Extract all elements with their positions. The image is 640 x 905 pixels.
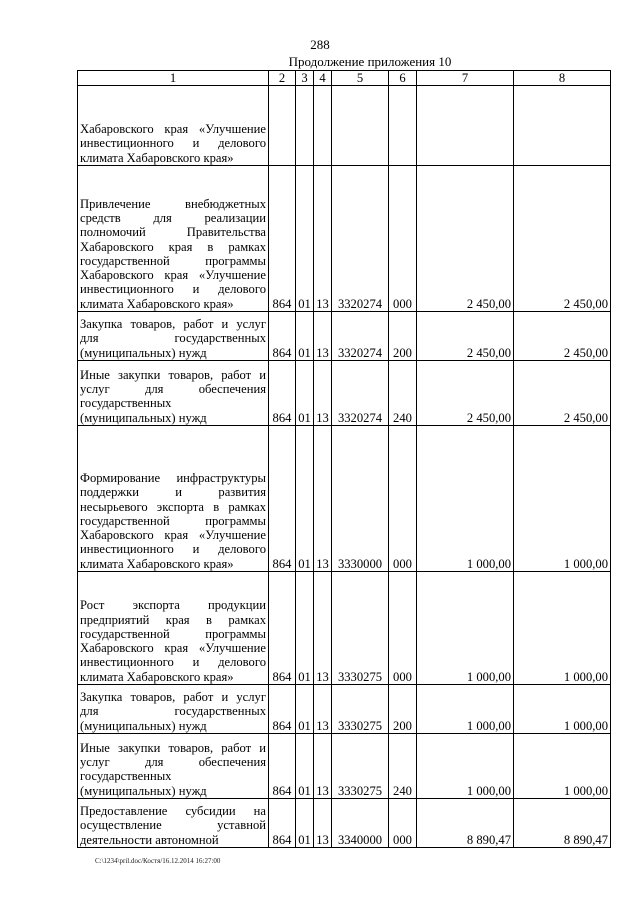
column-header: 8 [514,71,611,86]
cell-target-item: 3320274 [332,361,389,426]
cell-target-item: 3330275 [332,572,389,685]
cell-expense-type: 200 [389,685,417,734]
cell-expense-type [389,86,417,166]
cell-subsection: 13 [314,799,332,848]
cell-amount-total: 2 450,00 [514,166,611,312]
cell-section: 01 [296,734,314,799]
column-header: 2 [269,71,296,86]
cell-subsection: 13 [314,166,332,312]
cell-section: 01 [296,312,314,361]
cell-expense-type: 240 [389,734,417,799]
cell-amount: 2 450,00 [417,166,514,312]
cell-target-item: 3330275 [332,685,389,734]
cell-amount: 2 450,00 [417,361,514,426]
cell-amount: 1 000,00 [417,685,514,734]
cell-amount-total: 2 450,00 [514,361,611,426]
cell-department: 864 [269,361,296,426]
cell-target-item: 3340000 [332,799,389,848]
cell-section: 01 [296,685,314,734]
table-row [78,734,611,799]
cell-target-item [332,86,389,166]
row-name: Закупка товаров, работ и услуг для государственных (муниципальных) нужд [78,685,269,734]
cell-amount-total: 2 450,00 [514,312,611,361]
cell-subsection [314,86,332,166]
cell-section: 01 [296,799,314,848]
column-header: 6 [389,71,417,86]
row-name: Иные закупки товаров, работ и услуг для обеспечения государственных (муниципальных) нужд [78,361,269,426]
table-row [78,361,611,426]
cell-expense-type: 000 [389,166,417,312]
cell-amount-total [514,86,611,166]
cell-section: 01 [296,361,314,426]
page-number: 288 [310,37,330,52]
column-header: 7 [417,71,514,86]
cell-amount: 1 000,00 [417,426,514,572]
cell-amount-total: 1 000,00 [514,572,611,685]
row-name: Привлечение внебюджетных средств для реализации полномочий Правительства Хабаровского края в рамках государственной программы Хабаровского края «Улучшение инвестиционного и делового климата Хабаровского края» [78,166,269,312]
cell-department: 864 [269,572,296,685]
cell-section [296,86,314,166]
cell-department: 864 [269,426,296,572]
cell-amount-total: 1 000,00 [514,734,611,799]
cell-amount-total: 8 890,47 [514,799,611,848]
row-name: Хабаровского края «Улучшение инвестиционного и делового климата Хабаровского края» [78,86,269,166]
cell-department: 864 [269,799,296,848]
table-row [78,86,611,166]
column-header: 5 [332,71,389,86]
row-name: Предоставление субсидии на осуществление уставной деятельности автономной [78,799,269,848]
cell-department [269,86,296,166]
document-footer-path: C:\1234\pril.doc/Костя/16.12.2014 16:27:00 [95,857,221,865]
cell-subsection: 13 [314,361,332,426]
cell-department: 864 [269,685,296,734]
table-body [78,86,611,848]
cell-amount: 8 890,47 [417,799,514,848]
cell-subsection: 13 [314,426,332,572]
column-header: 4 [314,71,332,86]
table-header [78,71,611,86]
cell-expense-type: 000 [389,799,417,848]
cell-target-item: 3330275 [332,734,389,799]
row-name: Иные закупки товаров, работ и услуг для обеспечения государственных (муниципальных) нужд [78,734,269,799]
cell-target-item: 3320274 [332,166,389,312]
appendix-continuation-caption: Продолжение приложения 10 [288,54,452,69]
column-header: 1 [78,71,269,86]
cell-subsection: 13 [314,734,332,799]
table-row [78,426,611,572]
cell-expense-type: 000 [389,572,417,685]
cell-amount-total: 1 000,00 [514,426,611,572]
cell-department: 864 [269,166,296,312]
cell-subsection: 13 [314,312,332,361]
table-row [78,312,611,361]
cell-target-item: 3330000 [332,426,389,572]
cell-target-item: 3320274 [332,312,389,361]
cell-section: 01 [296,166,314,312]
header-row [78,71,611,86]
budget-table [77,70,611,848]
cell-department: 864 [269,312,296,361]
table-row [78,799,611,848]
cell-amount: 1 000,00 [417,572,514,685]
cell-amount-total: 1 000,00 [514,685,611,734]
column-header: 3 [296,71,314,86]
row-name: Закупка товаров, работ и услуг для государственных (муниципальных) нужд [78,312,269,361]
cell-subsection: 13 [314,685,332,734]
cell-expense-type: 200 [389,312,417,361]
row-name: Формирование инфраструктуры поддержки и развития несырьевого экспорта в рамках государственной программы Хабаровского края «Улучшение инвестиционного и делового климата Хабаровского края» [78,426,269,572]
cell-amount: 1 000,00 [417,734,514,799]
cell-expense-type: 240 [389,361,417,426]
table-row [78,166,611,312]
cell-expense-type: 000 [389,426,417,572]
cell-section: 01 [296,426,314,572]
table-row [78,572,611,685]
cell-subsection: 13 [314,572,332,685]
cell-section: 01 [296,572,314,685]
cell-amount: 2 450,00 [417,312,514,361]
table-row [78,685,611,734]
row-name: Рост экспорта продукции предприятий края в рамках государственной программы Хабаровского края «Улучшение инвестиционного и делового климата Хабаровского края» [78,572,269,685]
cell-amount [417,86,514,166]
cell-department: 864 [269,734,296,799]
